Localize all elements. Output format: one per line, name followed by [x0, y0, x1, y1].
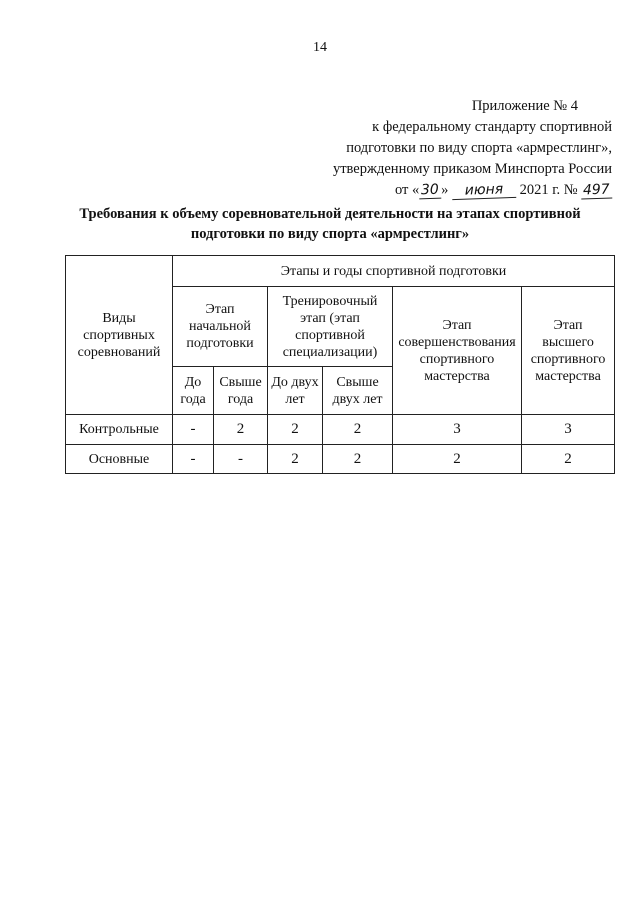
appendix-line-2: подготовки по виду спорта «армрестлинг», [346, 140, 612, 156]
header-competition-kinds: Виды спортивных соревнований [66, 256, 173, 415]
appendix-date-line [282, 180, 612, 201]
cell-value: - [173, 445, 214, 474]
date-month: июня [452, 181, 517, 200]
cell-value: 3 [522, 415, 615, 445]
date-day: 30 [419, 182, 441, 200]
header-over-two-years: Свыше двух лет [323, 367, 393, 415]
cell-value: 2 [268, 415, 323, 445]
header-upto-two-years: До двух лет [268, 367, 323, 415]
requirements-table [65, 255, 615, 474]
heading-line-2: подготовки по виду спорта «армрестлинг» [190, 226, 470, 242]
header-over-year: Свыше года [214, 367, 268, 415]
cell-value: 3 [393, 415, 522, 445]
cell-value: 2 [268, 445, 323, 474]
table-header-row-1 [66, 256, 615, 287]
document-heading [40, 204, 620, 244]
cell-value: 2 [323, 445, 393, 474]
appendix-block [282, 96, 612, 201]
date-mid: » [441, 182, 449, 198]
date-year: 2021 г. № [519, 182, 578, 198]
header-upto-year: До года [173, 367, 214, 415]
page-number: 14 [313, 40, 327, 55]
cell-value: 2 [323, 415, 393, 445]
header-stage-initial: Этап начальной подготовки [173, 287, 268, 367]
table-row [66, 415, 615, 445]
header-stages-years: Этапы и годы спортивной подготовки [173, 256, 615, 287]
row-kind: Контрольные [66, 415, 173, 445]
order-number: 497 [581, 181, 612, 199]
appendix-line-1: к федеральному стандарту спортивной [372, 119, 612, 135]
cell-value: - [173, 415, 214, 445]
cell-value: 2 [522, 445, 615, 474]
date-prefix: от « [395, 182, 420, 198]
appendix-line-3: утвержденному приказом Минспорта России [332, 161, 612, 177]
header-stage-improvement: Этап совершенствования спортивного мастерства [393, 287, 522, 415]
row-kind: Основные [66, 445, 173, 474]
cell-value: - [214, 445, 268, 474]
header-stage-training: Тренировочный этап (этап спортивной специализации) [268, 287, 393, 367]
table-row [66, 445, 615, 474]
cell-value: 2 [393, 445, 522, 474]
cell-value: 2 [214, 415, 268, 445]
heading-line-1: Требования к объему соревновательной деятельности на этапах спортивной [79, 206, 581, 222]
appendix-title: Приложение № 4 [471, 98, 578, 114]
header-stage-highest: Этап высшего спортивного мастерства [522, 287, 615, 415]
